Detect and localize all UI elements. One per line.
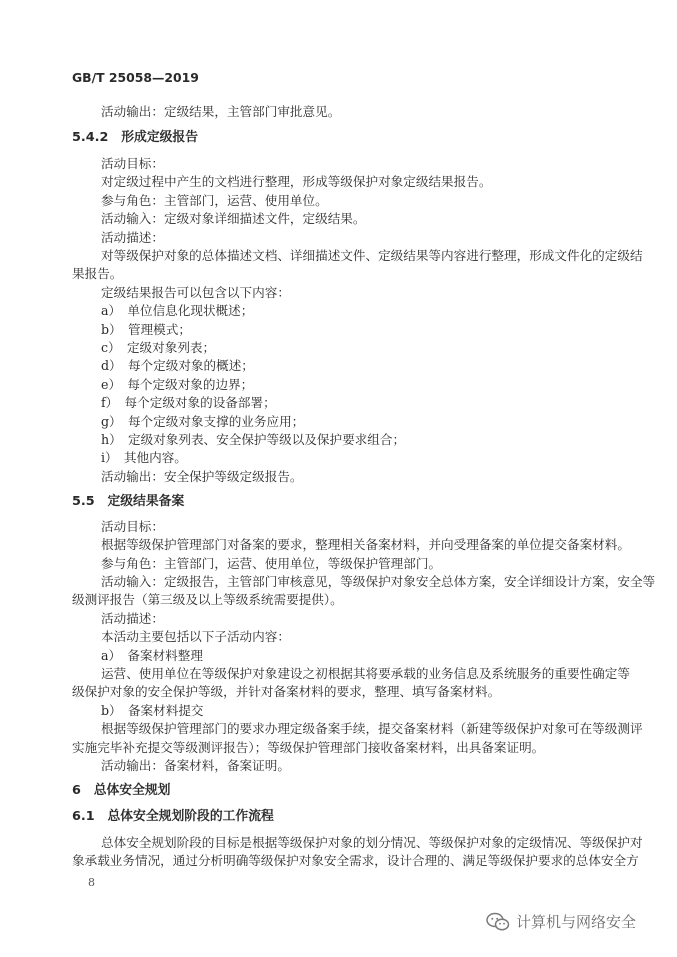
list-item: e） 每个定级对象的边界； [101,377,254,392]
text-line: 参与角色：主管部门，运营、使用单位，等级保护管理部门。 [101,556,442,571]
list-item: a） 备案材料整理 [101,648,203,663]
wechat-icon [486,912,510,932]
list-item: i） 其他内容。 [101,450,187,465]
text-line: 对定级过程中产生的文档进行整理，形成等级保护对象定级结果报告。 [101,174,492,189]
text-line: 活动输出：安全保护等级定级报告。 [101,469,303,484]
list-item: a） 单位信息化现状概述； [101,303,254,318]
list-item: d） 每个定级对象的概述； [101,358,254,373]
watermark [486,911,636,932]
list-item: b） 管理模式； [101,322,191,337]
standard-number-header: GB/T 25058—2019 [72,70,199,85]
text-line: 象承载业务情况，通过分析明确等级保护对象安全需求，设计合理的、满足等级保护要求的总体安全方 [72,853,639,868]
text-line: 运营、使用单位在等级保护对象建设之初根据其将要承载的业务信息及系统服务的重要性确定等 [101,666,630,681]
text-line: 活动输入：定级报告，主管部门审核意见，等级保护对象安全总体方案，安全详细设计方案，安全等 [101,574,656,589]
text-line: 本活动主要包括以下子活动内容： [101,629,290,644]
list-item: f） 每个定级对象的设备部署； [101,395,276,410]
text-line: 总体安全规划阶段的目标是根据等级保护对象的划分情况、等级保护对象的定级情况、等级保护对 [101,835,643,850]
chapter-heading-6: 6 总体安全规划 [72,783,171,798]
text-line: 级测评报告（第三级及以上等级系统需要提供）。 [72,592,343,607]
list-item: h） 定级对象列表、安全保护等级以及保护要求组合； [101,432,406,447]
text-line: 实施完毕补充提交等级测评报告）；等级保护管理部门接收备案材料，出具备案证明。 [72,740,545,755]
text-line: 活动输出：定级结果，主管部门审批意见。 [101,104,341,119]
text-line: 活动输出：备案材料，备案证明。 [101,758,290,773]
page-number: 8 [88,876,95,889]
list-item: c） 定级对象列表； [101,340,216,355]
text-line: 活动输入：定级对象详细描述文件，定级结果。 [101,211,366,226]
section-heading-5-5: 5.5 定级结果备案 [72,494,185,509]
text-line: 参与角色：主管部门，运营、使用单位。 [101,193,328,208]
section-heading-5-4-2: 5.4.2 形成定级报告 [72,130,199,145]
text-line: 根据等级保护管理部门的要求办理定级备案手续，提交备案材料（新建等级保护对象可在等级测评 [101,721,643,736]
section-heading-6-1: 6.1 总体安全规划阶段的工作流程 [72,809,274,824]
text-line: 级保护对象的安全保护等级，并针对备案材料的要求，整理、填写备案材料。 [72,684,501,699]
text-line: 活动描述： [101,230,164,245]
text-line: 活动描述： [101,611,164,626]
watermark-text: 计算机与网络安全 [516,913,637,931]
text-line: 根据等级保护管理部门对备案的要求，整理相关备案材料，并向受理备案的单位提交备案材料。 [101,537,630,552]
text-line: 对等级保护对象的总体描述文档、详细描述文件、定级结果等内容进行整理，形成文件化的定级结 [101,248,643,263]
text-line: 活动目标： [101,519,164,534]
text-line: 定级结果报告可以包含以下内容： [101,285,290,300]
text-line: 活动目标： [101,156,164,171]
text-line: 果报告。 [72,266,123,281]
list-item: b） 备案材料提交 [101,703,204,718]
list-item: g） 每个定级对象支撑的业务应用； [101,414,305,429]
